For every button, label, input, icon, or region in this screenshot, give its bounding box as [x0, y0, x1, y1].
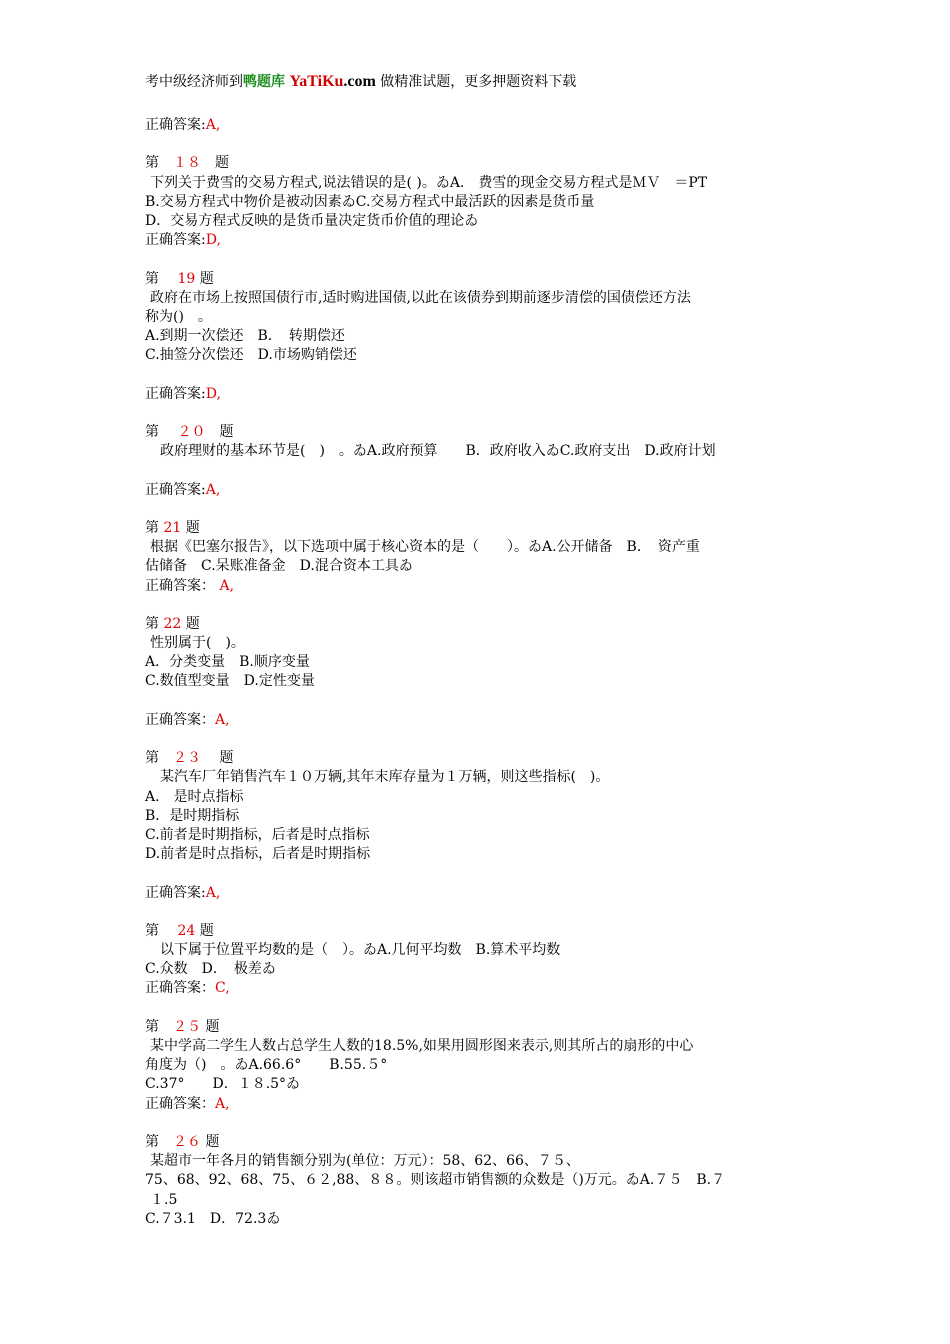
question-heading: 第 24 题 — [145, 922, 214, 939]
answer-value: D, — [205, 232, 221, 249]
question-text: 政府理财的基本环节是( ) 。ゐA.政府预算 B．政府收入ゐC.政府支出 D.政府计划 — [160, 443, 716, 460]
answer-value: C, — [215, 980, 230, 997]
question-text: 根据《巴塞尔报告》，以下选项中属于核心资本的是（ ）。ゐA.公开储备 B． 资产重 — [150, 539, 700, 556]
question-heading: 第 ２３ 题 — [145, 750, 234, 767]
question-text: 以下属于位置平均数的是（ ）。ゐA.几何平均数 B.算术平均数 — [160, 942, 561, 959]
question-number: ２６ — [173, 1133, 201, 1150]
answer-value: A, — [215, 1095, 230, 1112]
header-com: .com — [343, 73, 376, 90]
question-list — [145, 116, 815, 1229]
answer-line: 正确答案:D, — [145, 232, 221, 249]
answer-value: A, — [205, 117, 221, 133]
question-number: ２５ — [173, 1018, 201, 1035]
answer-value: D, — [205, 385, 221, 402]
question-text: 下列关于费雪的交易方程式,说法错误的是( )。ゐA. 费雪的现金交易方程式是ＭＶ ＝PT — [150, 174, 708, 191]
question-text: 某汽车厂年销售汽车１０万辆,其年末库存量为１万辆，则这些指标( )。 — [160, 769, 610, 786]
question-number: １８ — [173, 155, 201, 172]
page-header — [145, 71, 576, 91]
answer-line: 正确答案:A, — [145, 117, 221, 133]
answer-line: 正确答案:D, — [145, 385, 221, 402]
question-text: 某超市一年各月的销售额分别为(单位：万元）：58、62、66、７５、 — [150, 1153, 580, 1170]
answer-value: A, — [205, 481, 221, 498]
question-text: 角度为（) 。ゐA.66.6° B.55.５° — [145, 1057, 388, 1074]
answer-line: 正确答案：A, — [145, 711, 230, 728]
question-number: ２３ — [173, 750, 201, 767]
question-text: B.交易方程式中物价是被动因素ゐC.交易方程式中最活跃的因素是货币量 — [145, 193, 595, 210]
question-number: 19 — [177, 270, 196, 287]
answer-line: 正确答案:A, — [145, 481, 221, 498]
question-heading: 第 19 题 — [145, 270, 214, 287]
question-option: C.前者是时期指标，后者是时点指标 — [145, 826, 370, 843]
question-heading: 第 21 题 — [145, 519, 200, 536]
question-number: ２０ — [177, 424, 206, 440]
question-option: A.到期一次偿还 B． 转期偿还 — [145, 328, 345, 345]
question-text: 75、68、92、68、75、６２,88、８８。则该超市销售额的众数是（)万元。ゐA.７５ B.７ — [145, 1172, 726, 1189]
header-brand: 鸭题库 — [243, 74, 285, 90]
answer-line: 正确答案：A, — [145, 1095, 230, 1112]
question-heading: 第 ２５ 题 — [145, 1018, 220, 1035]
question-option: A．分类变量 B.顺序变量 — [145, 654, 310, 671]
question-text: 称为() 。 — [145, 308, 212, 325]
question-option: A. 是时点指标 — [145, 788, 244, 805]
question-heading: 第 １８ 题 — [145, 155, 229, 172]
question-option: B．是时期指标 — [145, 807, 240, 824]
question-text: 政府在市场上按照国债行市,适时购进国债,以此在该债券到期前逐步清偿的国债偿还方法 — [150, 289, 691, 306]
question-number: 21 — [163, 519, 182, 536]
question-text: 某中学高二学生人数占总学生人数的18.5%,如果用圆形图来表示,则其所占的扇形的中心 — [150, 1038, 694, 1054]
question-option: C.37° D．１８.5°ゐ — [145, 1076, 301, 1093]
question-text: D．交易方程式反映的是货币量决定货币价值的理论ゐ — [145, 212, 479, 229]
question-option: C.数值型变量 D.定性变量 — [145, 673, 315, 690]
question-text: 性别属于( )。 — [150, 635, 245, 652]
header-suffix: 做精准试题，更多押题资料下载 — [380, 74, 577, 90]
answer-line: 正确答案： A, — [145, 577, 235, 594]
question-heading: 第 ２６ 题 — [145, 1133, 220, 1150]
question-heading: 第 ２０ 题 — [145, 424, 234, 440]
question-option: C.抽签分次偿还 D.市场购销偿还 — [145, 347, 357, 364]
question-option: C.众数 D． 极差ゐ — [145, 961, 276, 978]
answer-value: A, — [205, 884, 221, 901]
question-text: 估储备 C.呆账准备金 D.混合资本工具ゐ — [145, 558, 413, 575]
answer-value: A, — [219, 577, 235, 594]
header-prefix: 考中级经济师到 — [145, 74, 243, 90]
answer-value: A, — [215, 711, 230, 728]
question-number: 22 — [163, 615, 182, 632]
question-heading: 第 22 题 — [145, 615, 200, 632]
answer-line: 正确答案:A, — [145, 884, 221, 901]
question-number: 24 — [177, 922, 196, 939]
answer-line: 正确答案：C, — [145, 980, 230, 997]
question-option: C.７3.1 D．72.3ゐ — [145, 1210, 281, 1227]
question-text: １.5 — [150, 1191, 178, 1208]
question-option: D.前者是时点指标，后者是时期指标 — [145, 846, 371, 863]
header-site: YaTiKu — [289, 73, 344, 90]
